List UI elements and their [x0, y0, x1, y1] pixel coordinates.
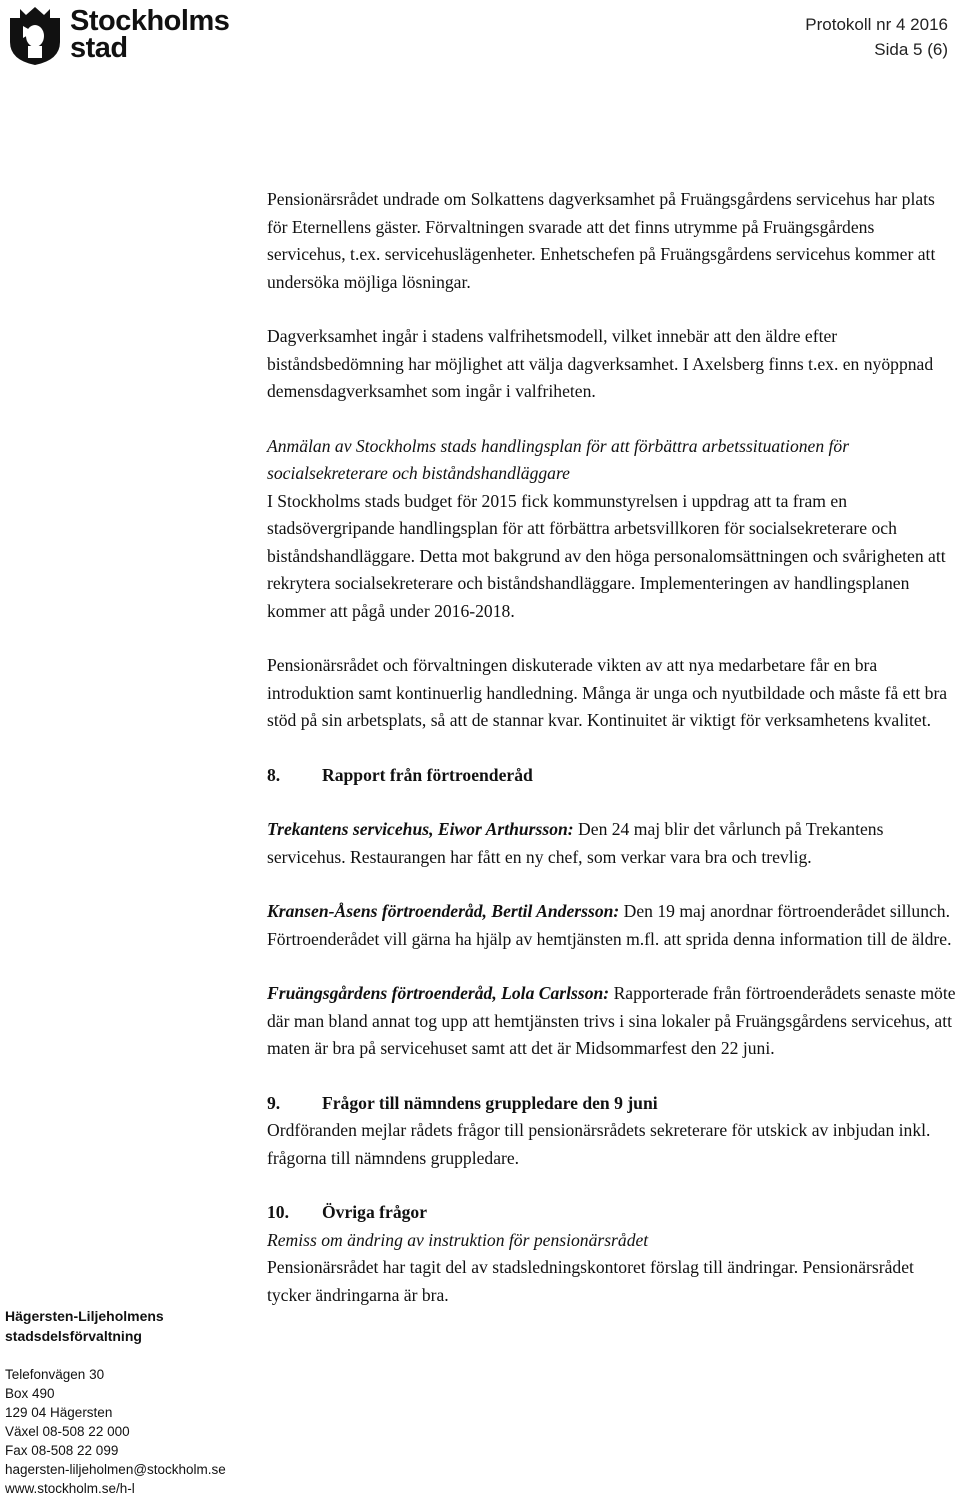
organisation-name [5, 1306, 226, 1346]
paragraph-3: I Stockholms stads budget för 2015 fick kommunstyrelsen i uppdrag att ta fram en stadsövergripande handlingsplan för att förbättra arbetsvillkoren för socialsekreterare och biståndshandläggare. Detta mot bakgrund av den höga personalomsättningen och svårigheten att rekrytera socialsekreterare och biståndshandläggare. Implementeringen av handlingsplanen kommer att pågå under 2016-2018. [267, 490, 946, 621]
logo-line-1: Stockholms [70, 5, 230, 37]
report-item-2 [267, 898, 957, 953]
stockholm-logo [6, 4, 229, 66]
report-item-3-lead: Fruängsgårdens förtroenderåd, Lola Carlsson: [267, 983, 610, 1003]
logo-line-2: stad [70, 32, 128, 64]
section-9-text: Ordföranden mejlar rådets frågor till pensionärsrådets sekreterare för utskick av inbjudan inkl. frågorna till nämndens gruppledare. [267, 1120, 931, 1168]
protocol-number: Protokoll nr 4 2016 [805, 15, 948, 34]
organisation-line-1: Hägersten-Liljeholmens [5, 1308, 164, 1324]
section-10-number: 10. [267, 1202, 289, 1222]
address-box: Box 490 [5, 1386, 55, 1401]
report-item-3-text: Rapporterade från förtroenderådets senaste möte där man bland annat tog upp att hemtjänsten trivs i sina lokaler på Fruängsgårdens servicehus, att maten är bra på servicehuset samt att det är Midsommarfest den 22 juni. [267, 983, 956, 1058]
section-10-text: Pensionärsrådet har tagit del av stadsledningskontoret förslag till ändringar. Pensionärsrådet tycker ändringarna är bra. [267, 1257, 914, 1305]
address-postal: 129 04 Hägersten [5, 1405, 113, 1420]
report-item-1-lead: Trekantens servicehus, Eiwor Arthursson: [267, 819, 574, 839]
website-link[interactable]: www.stockholm.se/h-l [5, 1481, 135, 1496]
page-number: Sida 5 (6) [874, 40, 948, 59]
paragraph-1: Pensionärsrådet undrade om Solkattens dagverksamhet på Fruängsgårdens servicehus har plats för Eternellens gäster. Förvaltningen svarade att det finns utrymme på Fruängsgårdens servicehus, t.ex. servicehuslägenheter. Enhetschefen på Fruängsgårdens servicehus kommer att undersöka möjliga lösningar. [267, 189, 936, 292]
section-10-heading [267, 1199, 957, 1227]
report-item-2-text: Den 19 maj anordnar förtroenderådet sillunch. Förtroenderådet vill gärna ha hjälp av hemtjänsten m.fl. att sprida denna information till de äldre. [267, 901, 952, 949]
report-item-1 [267, 816, 957, 871]
section-8-heading [267, 762, 957, 790]
address-street: Telefonvägen 30 [5, 1367, 105, 1382]
paragraph-2: Dagverksamhet ingår i stadens valfrihetsmodell, vilket innebär att den äldre efter biståndsbedömning har möjlighet att välja dagverksamhet. I Axelsberg finns t.ex. en nyöppnad demensdagverksamhet som ingår i valfriheten. [267, 326, 934, 401]
report-item-1-text: Den 24 maj blir det vårlunch på Trekantens servicehus. Restaurangen har fått en ny chef, som verkar vara bra och trevlig. [267, 819, 884, 867]
subheading-handlingsplan: Anmälan av Stockholms stads handlingsplan för att förbättra arbetssituationen för socialsekreterare och biståndshandläggare [267, 435, 850, 483]
section-8-title: Rapport från förtroenderåd [322, 764, 533, 785]
fax-number: Fax 08-508 22 099 [5, 1443, 119, 1458]
report-item-2-lead: Kransen-Åsens förtroenderåd, Bertil Andersson: [267, 901, 620, 921]
report-item-3 [267, 980, 957, 1063]
document-body [267, 186, 957, 1309]
email-link[interactable]: hagersten-liljeholmen@stockholm.se [5, 1462, 226, 1477]
header-meta [805, 12, 948, 62]
section-9-number: 9. [267, 1092, 281, 1113]
section-9-title: Frågor till nämndens gruppledare den 9 juni [322, 1092, 658, 1113]
paragraph-4: Pensionärsrådet och förvaltningen diskuterade vikten av att nya medarbetare får en bra introduktion samt kontinuerlig handledning. Många är unga och nyutbildade och måste få ett bra stöd på sin arbetsplats, så att de stannar kvar. Kontinuitet är viktigt för verksamhetens kvalitet. [267, 655, 948, 730]
logo-wordmark [70, 5, 230, 64]
crown-saint-erik-icon [6, 4, 64, 66]
organisation-line-2: stadsdelsförvaltning [5, 1328, 142, 1344]
section-10-subheading: Remiss om ändring av instruktion för pensionärsrådet [267, 1229, 649, 1250]
phone-switchboard: Växel 08-508 22 000 [5, 1424, 130, 1439]
section-9-heading [267, 1090, 957, 1118]
section-8-number: 8. [267, 764, 281, 785]
address-block [5, 1306, 226, 1498]
section-10-title: Övriga frågor [322, 1202, 428, 1222]
